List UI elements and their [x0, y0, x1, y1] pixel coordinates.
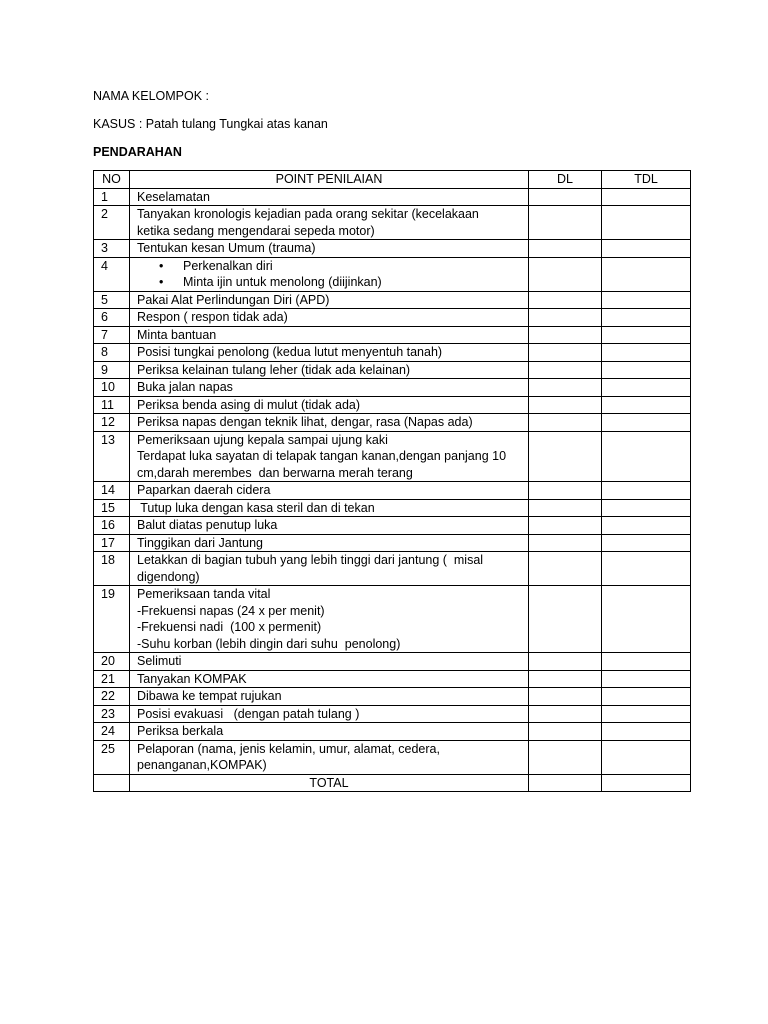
- row-number: 5: [94, 291, 130, 309]
- tdl-cell[interactable]: [602, 653, 691, 671]
- dl-cell[interactable]: [529, 379, 602, 397]
- dl-cell[interactable]: [529, 534, 602, 552]
- dl-cell[interactable]: [529, 240, 602, 258]
- dl-cell[interactable]: [529, 309, 602, 327]
- bullet-icon: •: [159, 275, 164, 289]
- assessment-point: [130, 240, 529, 258]
- dl-cell[interactable]: [529, 188, 602, 206]
- table-row: [94, 344, 691, 362]
- table-row: [94, 188, 691, 206]
- assessment-table: [93, 170, 691, 792]
- tdl-cell[interactable]: [602, 552, 691, 586]
- assessment-point: [130, 534, 529, 552]
- assessment-point: [130, 517, 529, 535]
- case-label: KASUS : Patah tulang Tungkai atas kanan: [93, 117, 328, 131]
- point-text-line: Tutup luka dengan kasa steril dan di tekan: [137, 500, 375, 515]
- point-text-line: Dibawa ke tempat rujukan: [137, 689, 282, 703]
- dl-cell[interactable]: [529, 482, 602, 500]
- row-number: 2: [94, 206, 130, 240]
- table-row: [94, 291, 691, 309]
- table-header-row: [94, 171, 691, 189]
- assessment-point: [130, 309, 529, 327]
- row-number: 4: [94, 257, 130, 291]
- table-row: [94, 396, 691, 414]
- assessment-point: [130, 688, 529, 706]
- assessment-point: [130, 361, 529, 379]
- assessment-point: [130, 326, 529, 344]
- row-number: 16: [94, 517, 130, 535]
- total-label: TOTAL: [130, 774, 529, 792]
- row-number: 21: [94, 670, 130, 688]
- table-row: [94, 326, 691, 344]
- table-row: [94, 379, 691, 397]
- dl-cell[interactable]: [529, 499, 602, 517]
- assessment-point: [130, 653, 529, 671]
- bullet-item: [137, 274, 522, 291]
- row-number: 17: [94, 534, 130, 552]
- row-number: 13: [94, 431, 130, 482]
- tdl-cell[interactable]: [602, 291, 691, 309]
- dl-cell[interactable]: [529, 517, 602, 535]
- tdl-cell[interactable]: [602, 534, 691, 552]
- point-text-line: Respon ( respon tidak ada): [137, 310, 288, 324]
- tdl-cell[interactable]: [602, 517, 691, 535]
- assessment-point: [130, 257, 529, 291]
- row-number: 3: [94, 240, 130, 258]
- row-number: 7: [94, 326, 130, 344]
- column-header-tdl: TDL: [602, 171, 691, 189]
- assessment-point: [130, 379, 529, 397]
- dl-cell[interactable]: [529, 586, 602, 653]
- dl-cell[interactable]: [529, 326, 602, 344]
- total-tdl-cell[interactable]: [602, 774, 691, 792]
- point-text-line: Letakkan di bagian tubuh yang lebih tinggi dari jantung ( misal: [137, 553, 484, 567]
- point-text-line: ketika sedang mengendarai sepeda motor): [137, 223, 375, 238]
- bullet-item: [137, 258, 522, 275]
- tdl-cell[interactable]: [602, 499, 691, 517]
- table-row: [94, 361, 691, 379]
- point-text-line: Terdapat luka sayatan di telapak tangan kanan,dengan panjang 10: [137, 449, 507, 463]
- tdl-cell[interactable]: [602, 670, 691, 688]
- assessment-point: [130, 206, 529, 240]
- tdl-cell[interactable]: [602, 206, 691, 240]
- tdl-cell[interactable]: [602, 240, 691, 258]
- tdl-cell[interactable]: [602, 257, 691, 291]
- table-row: [94, 206, 691, 240]
- point-text-line: Tinggikan dari Jantung: [137, 535, 264, 550]
- point-text-line: Pelaporan (nama, jenis kelamin, umur, alamat, cedera,: [137, 741, 440, 756]
- row-number: 10: [94, 379, 130, 397]
- bullet-icon: •: [159, 258, 164, 273]
- dl-cell[interactable]: [529, 206, 602, 240]
- point-text-line: Periksa napas dengan teknik lihat, dengar, rasa (Napas ada): [137, 415, 473, 429]
- row-number: 9: [94, 361, 130, 379]
- assessment-point: [130, 723, 529, 741]
- point-text-line: Periksa kelainan tulang leher (tidak ada kelainan): [137, 362, 411, 377]
- table-row: [94, 240, 691, 258]
- dl-cell[interactable]: [529, 396, 602, 414]
- assessment-point: [130, 552, 529, 586]
- bullet-list: [137, 258, 522, 291]
- row-number: 15: [94, 499, 130, 517]
- point-text-line: -Frekuensi napas (24 x per menit): [137, 603, 325, 618]
- table-row: [94, 309, 691, 327]
- dl-cell[interactable]: [529, 291, 602, 309]
- assessment-point: [130, 586, 529, 653]
- total-no-cell: [94, 774, 130, 792]
- dl-cell[interactable]: [529, 705, 602, 723]
- table-row: [94, 534, 691, 552]
- dl-cell[interactable]: [529, 431, 602, 482]
- point-text-line: Tentukan kesan Umum (trauma): [137, 241, 316, 255]
- dl-cell[interactable]: [529, 414, 602, 432]
- assessment-point: [130, 344, 529, 362]
- table-row: [94, 517, 691, 535]
- point-text-line: Tanyakan KOMPAK: [137, 671, 247, 686]
- total-row: [94, 774, 691, 792]
- column-header-point: POINT PENILAIAN: [130, 171, 529, 189]
- point-text-line: Buka jalan napas: [137, 380, 233, 394]
- table-row: [94, 552, 691, 586]
- row-number: 6: [94, 309, 130, 327]
- tdl-cell[interactable]: [602, 188, 691, 206]
- row-number: 23: [94, 705, 130, 723]
- row-number: 11: [94, 396, 130, 414]
- dl-cell[interactable]: [529, 670, 602, 688]
- assessment-point: [130, 740, 529, 774]
- point-text-line: -Suhu korban (lebih dingin dari suhu penolong): [137, 636, 401, 651]
- point-text-line: Minta bantuan: [137, 327, 217, 342]
- table-row: [94, 414, 691, 432]
- tdl-cell[interactable]: [602, 688, 691, 706]
- table-row: [94, 431, 691, 482]
- dl-cell[interactable]: [529, 653, 602, 671]
- point-text-line: penanganan,KOMPAK): [137, 758, 267, 772]
- group-name-label: NAMA KELOMPOK :: [93, 89, 210, 103]
- table-row: [94, 653, 691, 671]
- bullet-text: Minta ijin untuk menolong (diijinkan): [183, 275, 382, 289]
- row-number: 12: [94, 414, 130, 432]
- bullet-text: Perkenalkan diri: [183, 258, 273, 273]
- tdl-cell[interactable]: [602, 723, 691, 741]
- tdl-cell[interactable]: [602, 482, 691, 500]
- point-text-line: Paparkan daerah cidera: [137, 483, 271, 497]
- table-row: [94, 688, 691, 706]
- point-text-line: Keselamatan: [137, 189, 210, 204]
- assessment-point: [130, 291, 529, 309]
- tdl-cell[interactable]: [602, 326, 691, 344]
- assessment-point: [130, 670, 529, 688]
- table-row: [94, 499, 691, 517]
- point-text-line: Pemeriksaan tanda vital: [137, 587, 271, 601]
- assessment-point: [130, 188, 529, 206]
- row-number: 19: [94, 586, 130, 653]
- row-number: 14: [94, 482, 130, 500]
- assessment-point: [130, 482, 529, 500]
- column-header-dl: DL: [529, 171, 602, 189]
- point-text-line: Selimuti: [137, 654, 182, 668]
- row-number: 20: [94, 653, 130, 671]
- section-title: PENDARAHAN: [93, 145, 182, 159]
- point-text-line: Posisi evakuasi (dengan patah tulang ): [137, 706, 360, 721]
- dl-cell[interactable]: [529, 723, 602, 741]
- tdl-cell[interactable]: [602, 361, 691, 379]
- point-text-line: Posisi tungkai penolong (kedua lutut menyentuh tanah): [137, 345, 443, 359]
- point-text-line: -Frekuensi nadi (100 x permenit): [137, 620, 322, 634]
- row-number: 18: [94, 552, 130, 586]
- tdl-cell[interactable]: [602, 431, 691, 482]
- dl-cell[interactable]: [529, 361, 602, 379]
- dl-cell[interactable]: [529, 344, 602, 362]
- row-number: 25: [94, 740, 130, 774]
- point-text-line: Periksa berkala: [137, 724, 224, 738]
- table-row: [94, 705, 691, 723]
- table-row: [94, 670, 691, 688]
- assessment-point: [130, 431, 529, 482]
- assessment-point: [130, 396, 529, 414]
- table-body: [94, 188, 691, 774]
- row-number: 1: [94, 188, 130, 206]
- total-dl-cell[interactable]: [529, 774, 602, 792]
- assessment-point: [130, 705, 529, 723]
- row-number: 24: [94, 723, 130, 741]
- dl-cell[interactable]: [529, 688, 602, 706]
- tdl-cell[interactable]: [602, 396, 691, 414]
- table-row: [94, 740, 691, 774]
- tdl-cell[interactable]: [602, 705, 691, 723]
- assessment-point: [130, 499, 529, 517]
- table-row: [94, 257, 691, 291]
- row-number: 22: [94, 688, 130, 706]
- dl-cell[interactable]: [529, 740, 602, 774]
- assessment-point: [130, 414, 529, 432]
- table-row: [94, 723, 691, 741]
- point-text-line: Pakai Alat Perlindungan Diri (APD): [137, 292, 330, 307]
- table-row: [94, 482, 691, 500]
- tdl-cell[interactable]: [602, 309, 691, 327]
- tdl-cell[interactable]: [602, 740, 691, 774]
- dl-cell[interactable]: [529, 552, 602, 586]
- point-text-line: cm,darah merembes dan berwarna merah terang: [137, 465, 413, 480]
- point-text-line: digendong): [137, 569, 200, 584]
- point-text-line: Tanyakan kronologis kejadian pada orang sekitar (kecelakaan: [137, 207, 479, 221]
- tdl-cell[interactable]: [602, 379, 691, 397]
- column-header-no: NO: [94, 171, 130, 189]
- point-text-line: Balut diatas penutup luka: [137, 518, 278, 532]
- table-row: [94, 586, 691, 653]
- point-text-line: Periksa benda asing di mulut (tidak ada): [137, 397, 361, 412]
- tdl-cell[interactable]: [602, 344, 691, 362]
- point-text-line: Pemeriksaan ujung kepala sampai ujung kaki: [137, 432, 388, 447]
- row-number: 8: [94, 344, 130, 362]
- dl-cell[interactable]: [529, 257, 602, 291]
- tdl-cell[interactable]: [602, 414, 691, 432]
- tdl-cell[interactable]: [602, 586, 691, 653]
